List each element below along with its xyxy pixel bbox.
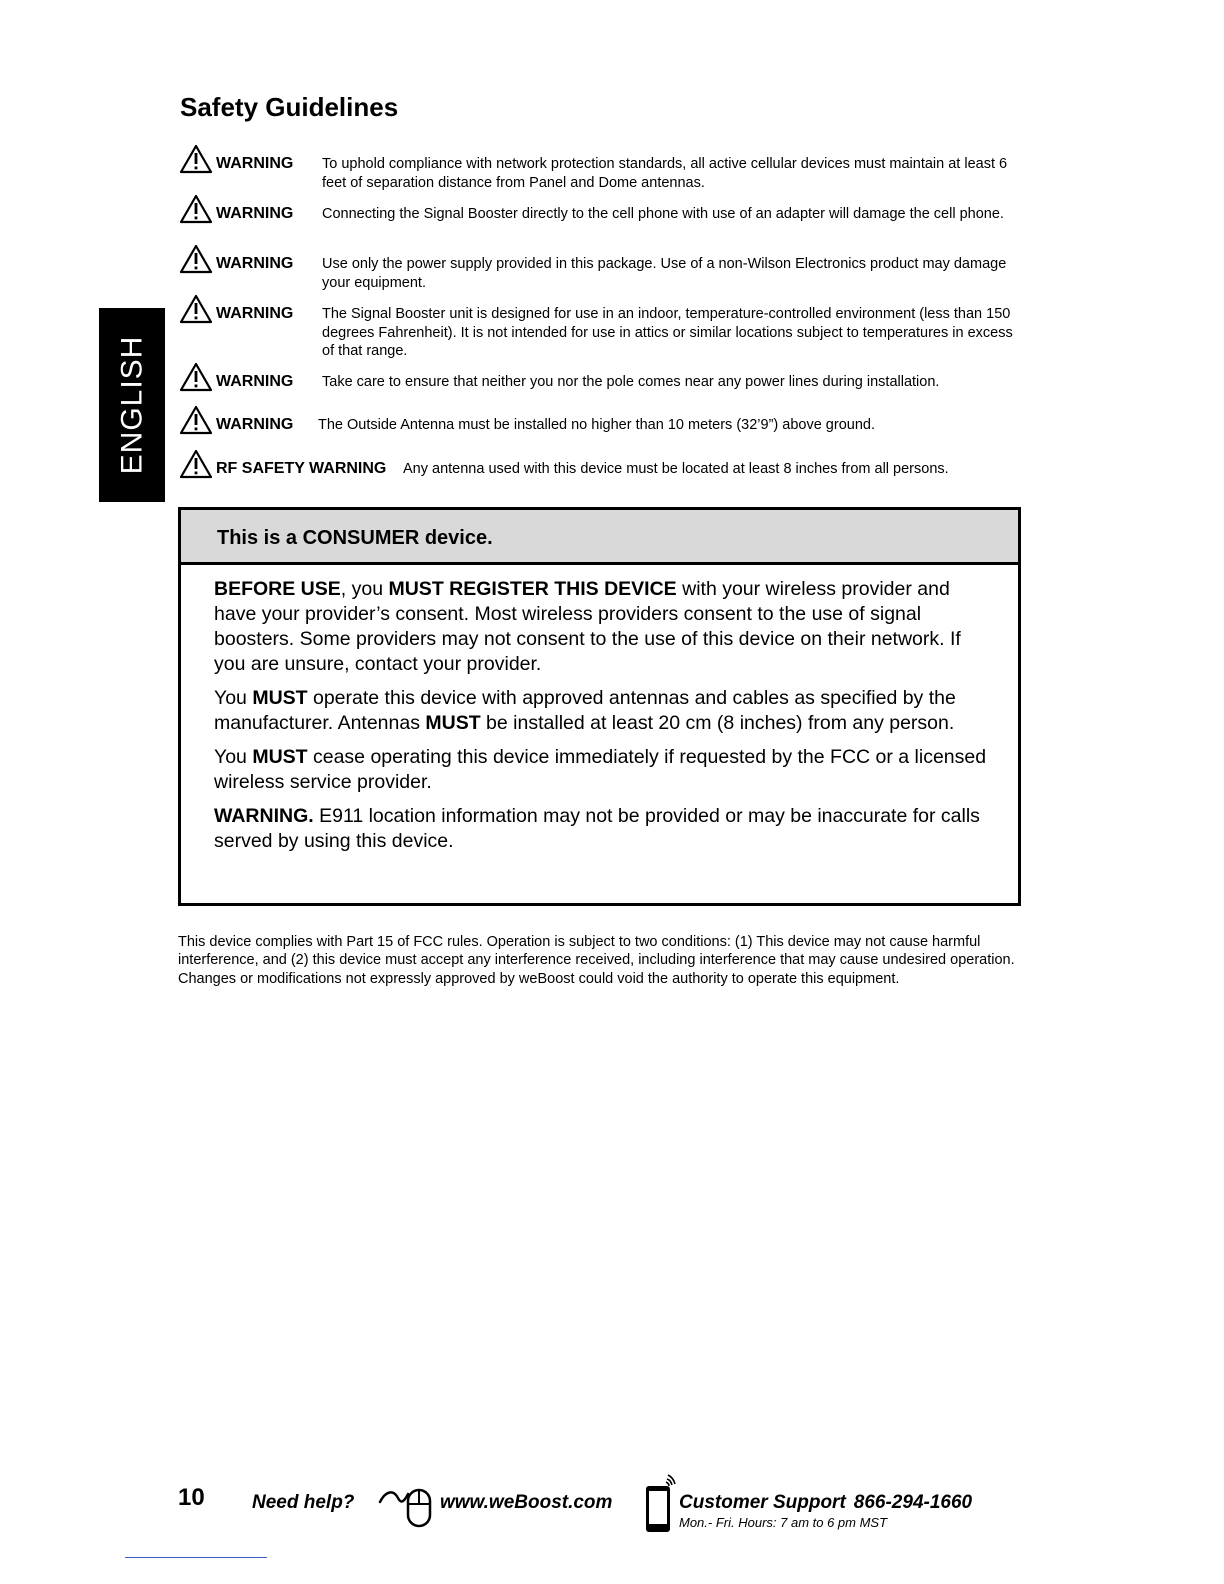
warning-text: The Outside Antenna must be installed no higher than 10 meters (32’9”) above ground. xyxy=(318,417,875,433)
fcc-notice: This device complies with Part 15 of FCC rules. Operation is subject to two conditions: (1) This device may not cause harmful interference, and (2) this device must accept any interference received, including interference that may cause undesired operation. Changes or modifications not expressly approved by weBoost could void the authority to operate this equipment. xyxy=(178,933,1015,988)
language-tab xyxy=(99,308,165,502)
bold-text: WARNING. xyxy=(214,805,314,827)
consumer-box-body xyxy=(181,565,1018,854)
warning-triangle-icon xyxy=(179,244,213,274)
text-run: be installed at least 20 cm (8 inches) from any person. xyxy=(480,712,955,734)
warning-text: Connecting the Signal Booster directly to the cell phone with use of an adapter will damage the cell phone. xyxy=(322,206,1004,222)
support-phone[interactable]: 866-294-1660 xyxy=(853,1492,973,1513)
register-paragraph xyxy=(214,577,988,677)
bottom-rule xyxy=(125,1557,267,1558)
antenna-paragraph xyxy=(214,686,988,736)
text-run: You xyxy=(214,687,253,709)
warning-triangle-icon xyxy=(179,294,213,324)
warning-triangle-icon xyxy=(179,362,213,392)
warning-triangle-icon xyxy=(179,194,213,224)
warning-label: WARNING xyxy=(216,373,294,390)
warning-label: WARNING xyxy=(216,205,294,222)
bold-text: MUST xyxy=(252,687,308,709)
text-run: You xyxy=(214,746,253,768)
warning-text: The Signal Booster unit is designed for use in an indoor, temperature-controlled environment (less than 150 degrees Fahrenheit). It is not intended for use in attics or similar locations subject to temperatures in excess of that range. xyxy=(322,306,1013,359)
warning-text: Use only the power supply provided in this package. Use of a non-Wilson Electronics product may damage your equipment. xyxy=(322,256,1007,291)
warning-triangle-icon xyxy=(179,405,213,435)
bold-text: MUST xyxy=(252,746,308,768)
bold-text: MUST REGISTER THIS DEVICE xyxy=(388,578,677,600)
text-run: operate this device with approved antennas and cables as specified by the manufacturer. Antennas xyxy=(214,687,956,734)
consumer-device-box xyxy=(178,507,1021,906)
text-run: , you xyxy=(340,578,389,600)
website-link[interactable]: www.weBoost.com xyxy=(440,1492,613,1513)
warning-label: WARNING xyxy=(216,155,294,172)
warning-text: Any antenna used with this device must be located at least 8 inches from all persons. xyxy=(403,461,949,477)
page-number: 10 xyxy=(178,1484,205,1511)
e911-paragraph xyxy=(214,804,988,854)
mouse-icon xyxy=(378,1476,434,1532)
warning-text: Take care to ensure that neither you nor the pole comes near any power lines during installation. xyxy=(322,374,940,390)
language-tab-label: ENGLISH xyxy=(115,335,148,475)
phone-icon xyxy=(642,1472,684,1534)
warning-label: WARNING xyxy=(216,255,294,272)
warning-triangle-icon xyxy=(179,144,213,174)
warning-label: WARNING xyxy=(216,416,294,433)
bold-text: MUST xyxy=(425,712,481,734)
text-run: E911 location information may not be provided or may be inaccurate for calls served by using this device. xyxy=(214,805,980,852)
support-label: Customer Support xyxy=(679,1492,846,1513)
warning-text: To uphold compliance with network protection standards, all active cellular devices must maintain at least 6 feet of separation distance from Panel and Dome antennas. xyxy=(322,156,1008,191)
rf-warning-label: RF SAFETY WARNING xyxy=(216,460,387,477)
text-run: cease operating this device immediately if requested by the FCC or a licensed wireless service provider. xyxy=(214,746,987,793)
customer-support xyxy=(679,1492,972,1514)
page-footer xyxy=(0,1470,1224,1550)
bold-text: BEFORE USE xyxy=(214,578,341,600)
text-run: with your wireless provider and have your provider’s consent. Most wireless providers consent to the use of signal boosters. Some providers may not consent to the use of this device on their network. If you are unsure, contact your provider. xyxy=(214,578,961,675)
consumer-box-heading: This is a CONSUMER device. xyxy=(181,510,1018,565)
warning-label: WARNING xyxy=(216,305,294,322)
page-title: Safety Guidelines xyxy=(180,92,399,122)
support-hours: Mon.- Fri. Hours: 7 am to 6 pm MST xyxy=(679,1515,888,1530)
cease-paragraph xyxy=(214,745,988,795)
warning-triangle-icon xyxy=(179,449,213,479)
need-help-label: Need help? xyxy=(252,1492,355,1513)
